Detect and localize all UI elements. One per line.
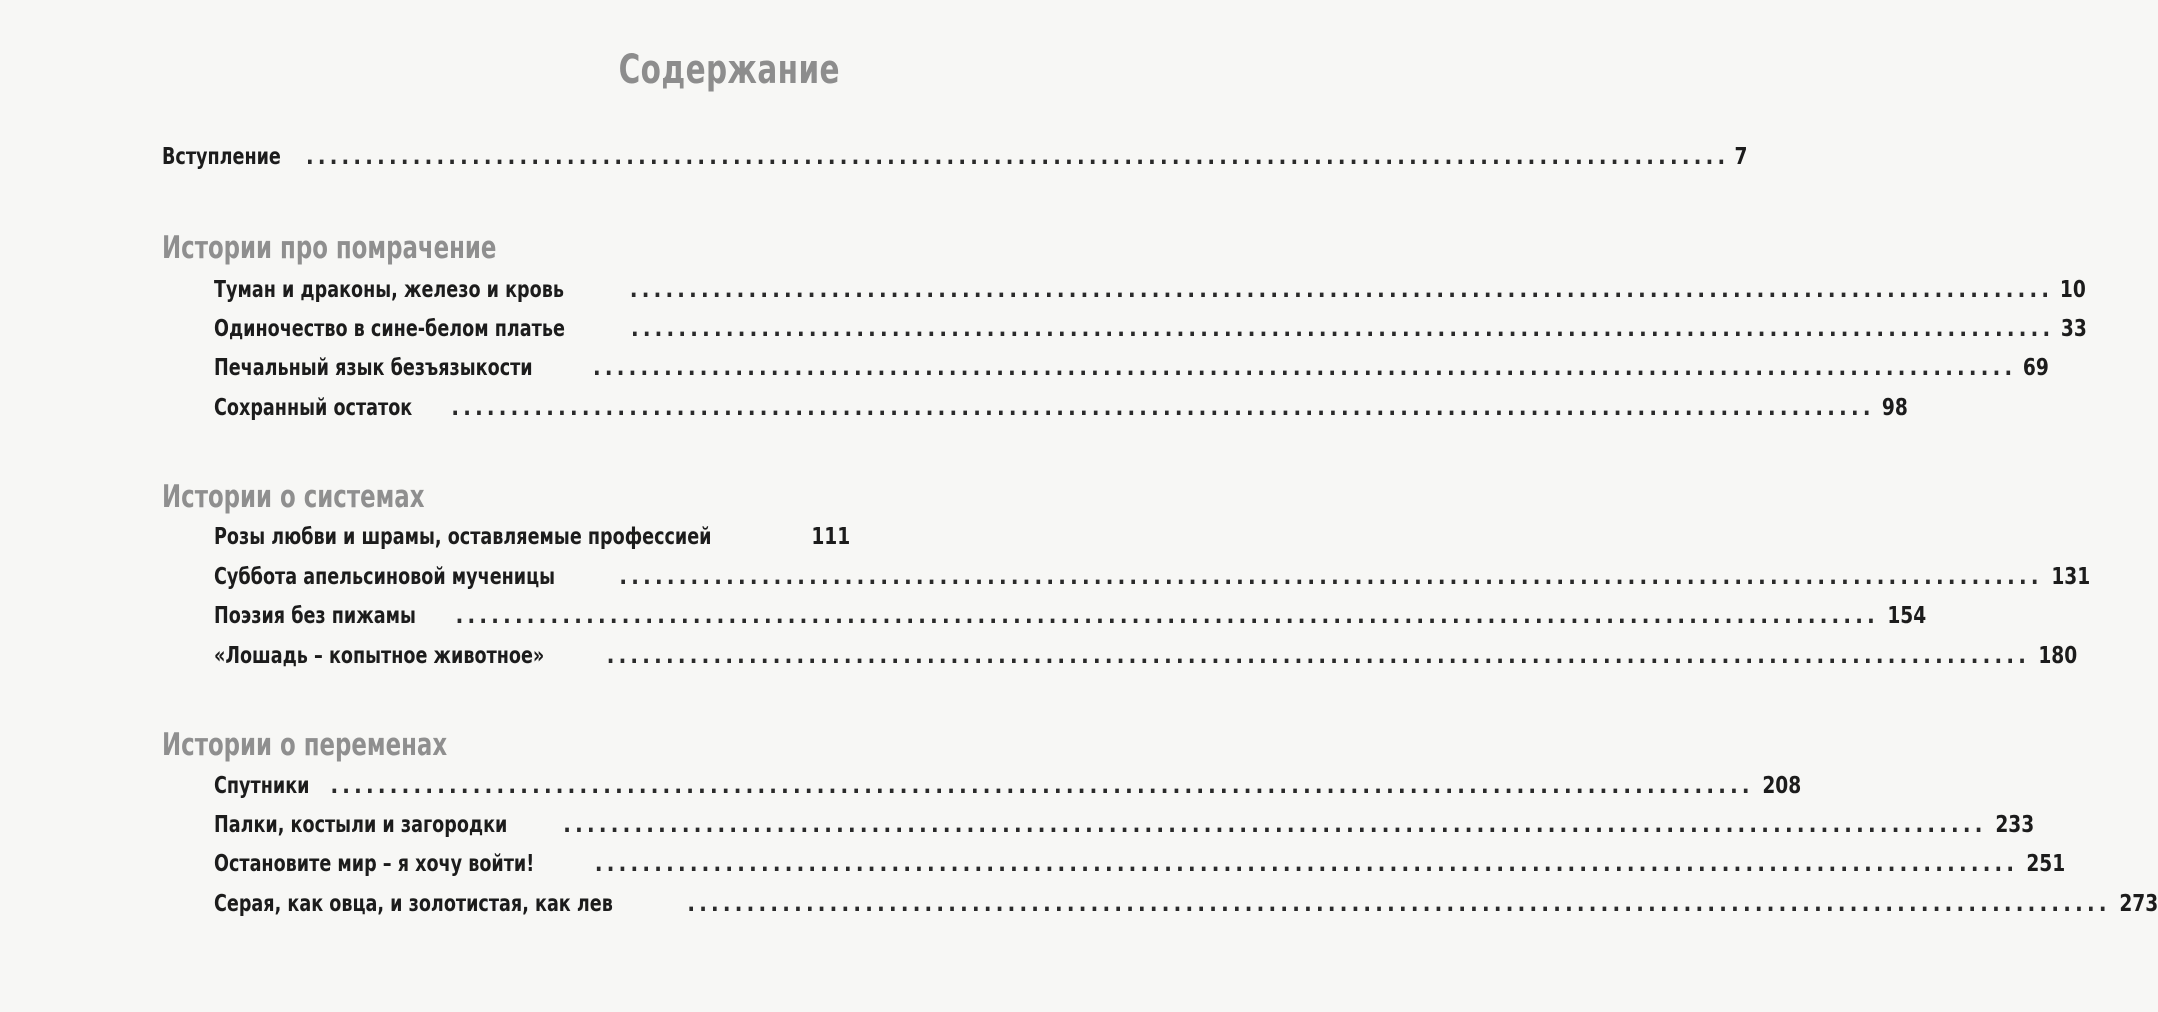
dot-leader: ........................................................................................................................	[629, 277, 2054, 303]
dot-leader: ........................................................................................................................	[455, 603, 1879, 629]
toc-entry-page: 273	[2118, 891, 2158, 917]
section-heading: Истории про помрачение	[162, 230, 497, 266]
toc-entry[interactable]	[214, 277, 2086, 303]
toc-entry[interactable]	[214, 812, 2034, 838]
toc-entry[interactable]	[214, 851, 2066, 877]
section-heading: Истории о системах	[162, 479, 425, 515]
section-heading: Истории о переменах	[162, 727, 448, 763]
toc-entry-label: Сохранный остаток	[214, 395, 413, 421]
toc-entry-page: 7	[1734, 144, 1748, 170]
toc-entry[interactable]	[214, 395, 1908, 421]
dot-leader: ........................................................................................................................	[592, 355, 2017, 381]
toc-entry-label: Одиночество в сине-белом платье	[214, 316, 565, 342]
toc-entry[interactable]	[214, 524, 851, 550]
toc-entry-label: Вступление	[162, 144, 281, 170]
dot-leader: ........................................................................................................................	[451, 395, 1875, 421]
toc-entry[interactable]	[214, 603, 1927, 629]
dot-leader: ........................................................................................................................	[606, 643, 2030, 669]
toc-entry-label: Розы любви и шрамы, оставляемые профессией	[214, 524, 712, 550]
dot-leader: ........................................................................................................................	[563, 812, 1987, 838]
toc-entry-label: Спутники	[214, 773, 310, 799]
toc-entry[interactable]	[214, 316, 2087, 342]
toc-entry-page: 180	[2038, 643, 2078, 669]
toc-entry-page: 33	[2061, 316, 2087, 342]
dot-leader: ........................................................................................................................	[687, 891, 2111, 917]
toc-entry-label: «Лошадь – копытное животное»	[214, 643, 545, 669]
toc-entry-label: Серая, как овца, и золотистая, как лев	[214, 891, 613, 917]
toc-entry-page: 233	[1994, 812, 2034, 838]
toc-entry-label: Суббота апельсиновой мученицы	[214, 564, 556, 590]
toc-entry-page: 251	[2026, 851, 2066, 877]
toc-entry-label: Туман и драконы, железо и кровь	[214, 277, 564, 303]
dot-leader: ........................................................................................................................	[305, 144, 1730, 170]
toc-entry-page: 98	[1881, 395, 1908, 421]
toc-entry-page: 111	[811, 524, 851, 550]
toc-entry-label: Печальный язык безъязыкости	[214, 355, 533, 381]
toc-entry[interactable]	[214, 564, 2090, 590]
toc-entry-page: 10	[2059, 277, 2086, 303]
page-title: Содержание	[618, 47, 840, 93]
toc-entry[interactable]	[214, 773, 1801, 799]
toc-entry[interactable]	[214, 643, 2078, 669]
toc-entry-intro[interactable]	[162, 144, 1748, 170]
dot-leader: ........................................................................................................................	[619, 564, 2043, 590]
toc-entry-page: 131	[2050, 564, 2090, 590]
toc-entry-label: Палки, костыли и загородки	[214, 812, 508, 838]
toc-entry[interactable]	[214, 355, 2050, 381]
toc-entry-page: 69	[2023, 355, 2050, 381]
dot-leader: ........................................................................................................................	[330, 773, 1754, 799]
toc-entry-label: Поэзия без пижамы	[214, 603, 416, 629]
toc-entry-label: Остановите мир – я хочу войти!	[214, 851, 535, 877]
toc-entry-page: 154	[1887, 603, 1927, 629]
dot-leader: ........................................................................................................................	[594, 851, 2019, 877]
toc-entry-page: 208	[1761, 773, 1801, 799]
dot-leader: ........................................................................................................................	[630, 316, 2055, 342]
toc-entry[interactable]	[214, 891, 2158, 917]
